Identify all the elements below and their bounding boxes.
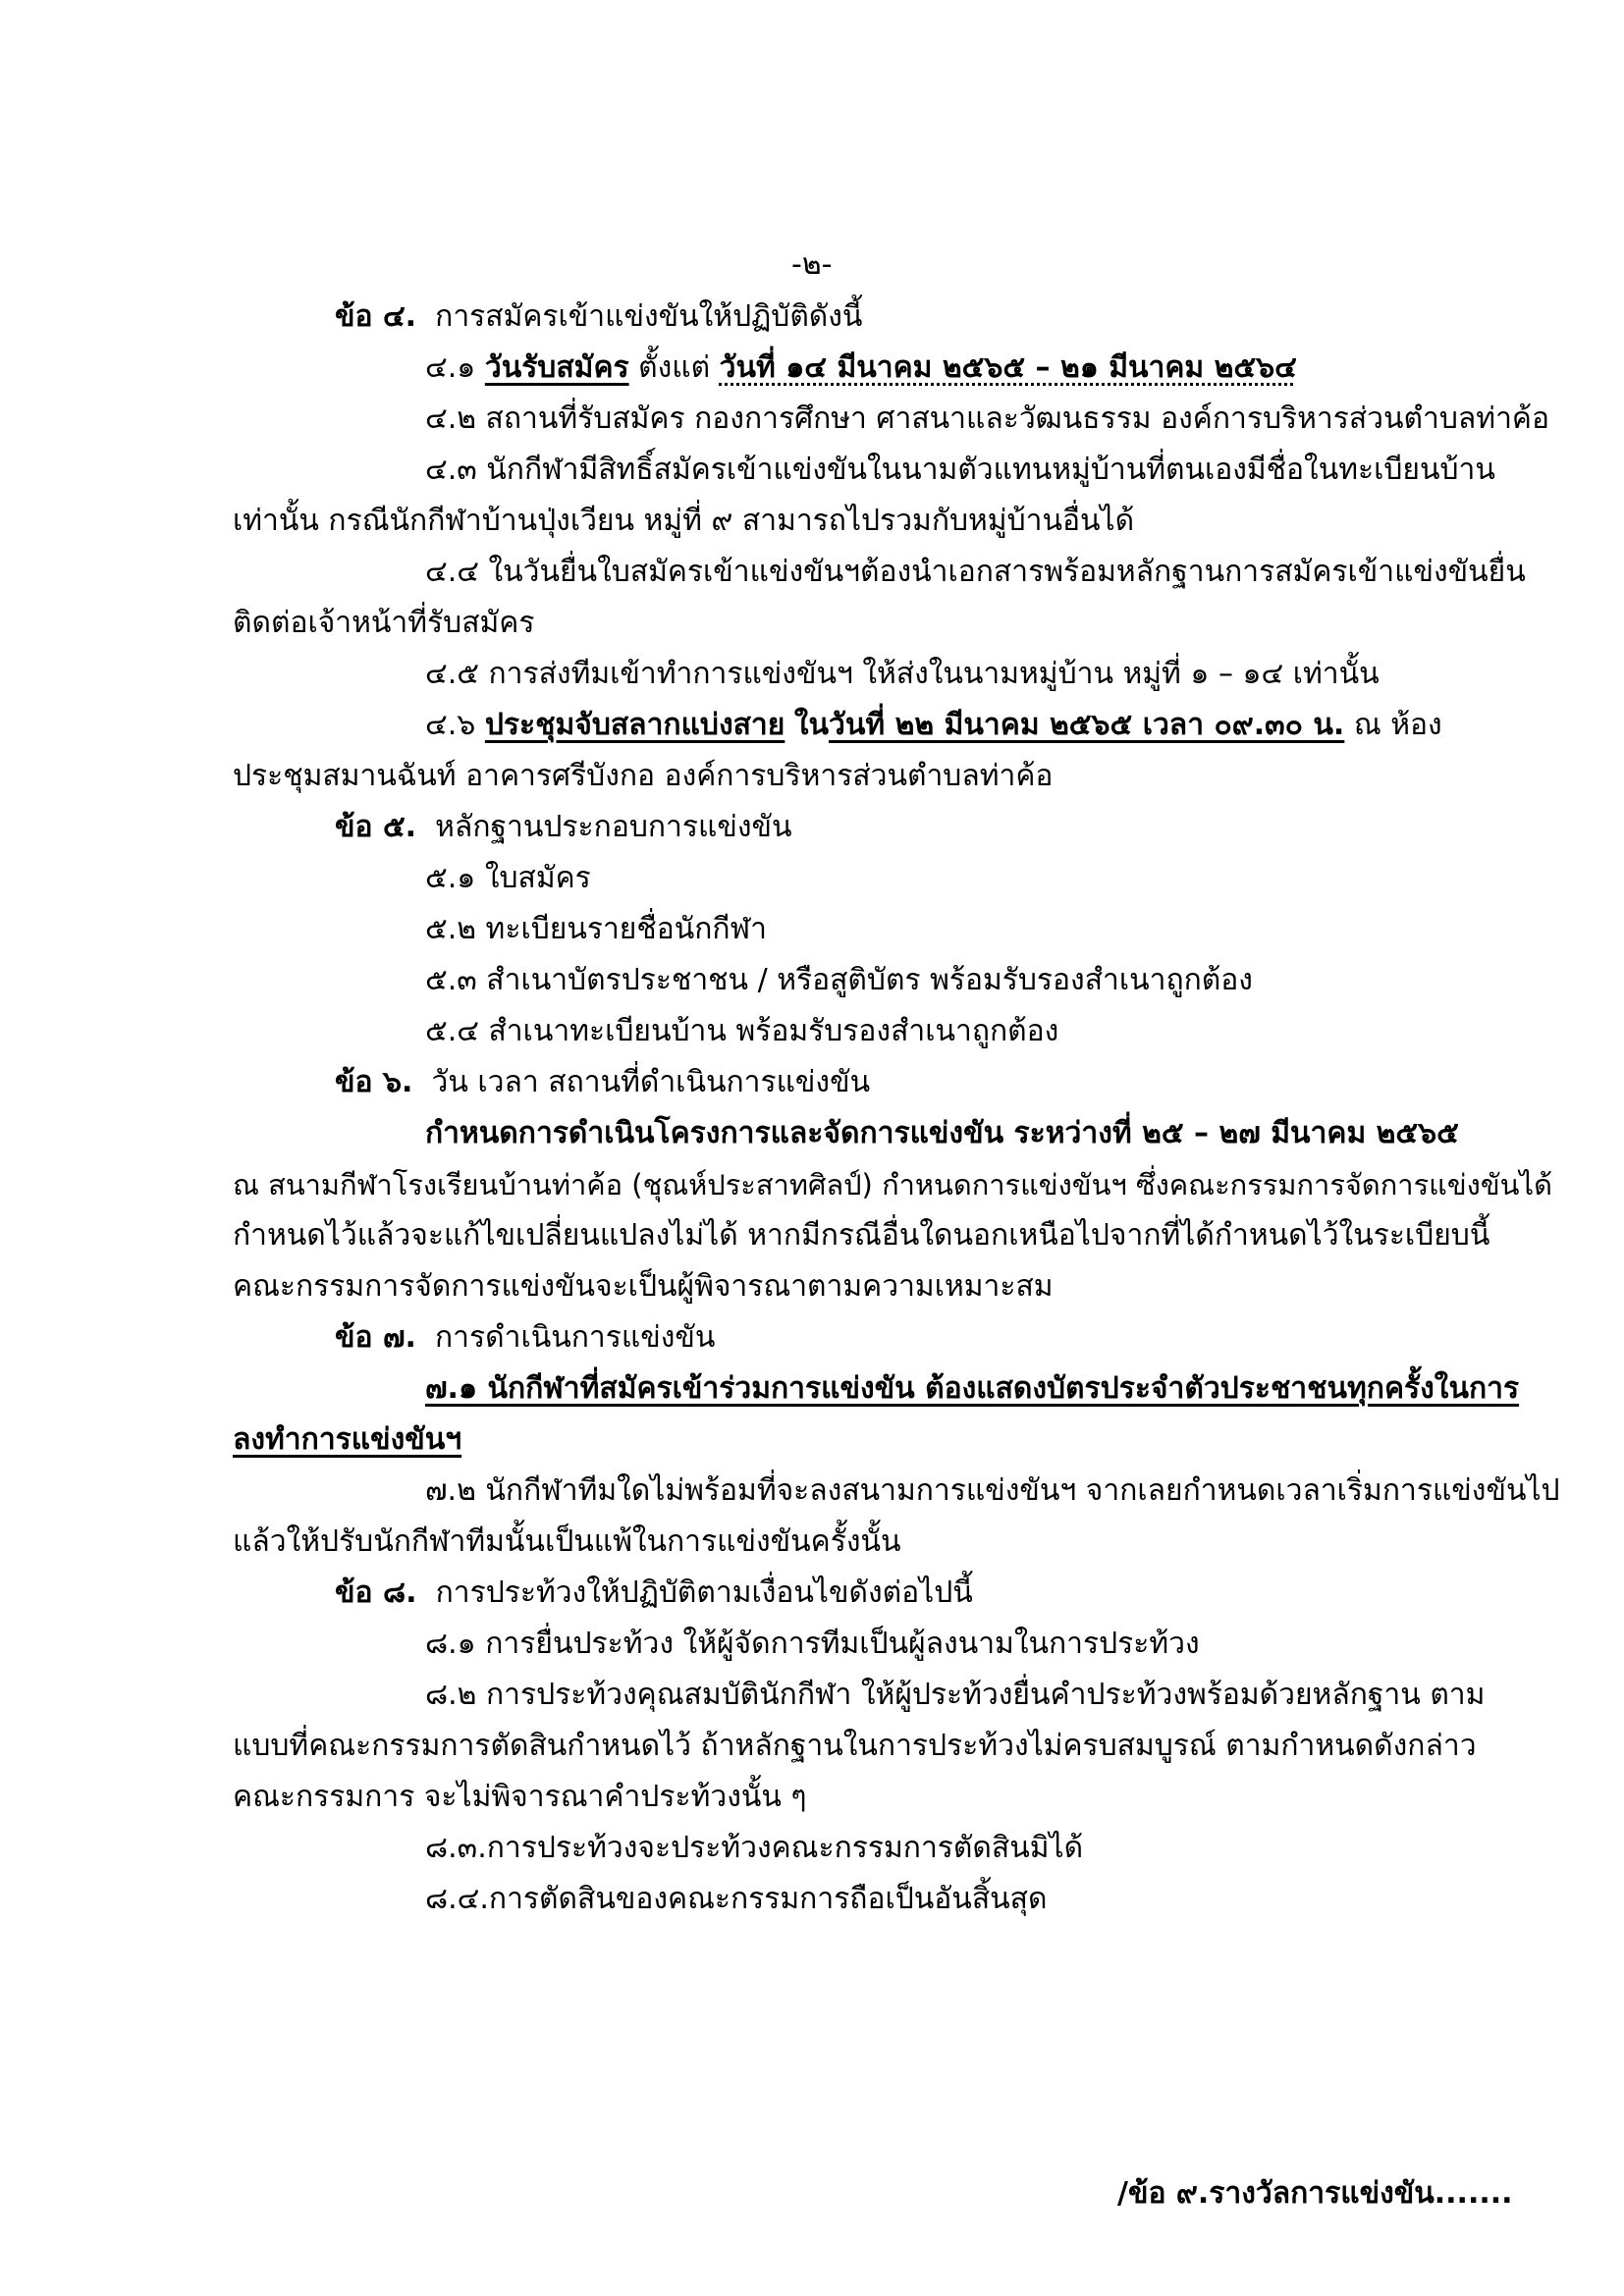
clause-7-heading xyxy=(335,1318,715,1358)
clause-5-heading xyxy=(335,808,792,847)
clause-7-title: การดำเนินการแข่งขัน xyxy=(435,1320,716,1355)
clause-4-heading xyxy=(335,297,862,337)
item-4-6-num: ๔.๖ xyxy=(425,708,476,742)
item-5-1: ๕.๑ ใบสมัคร xyxy=(425,861,591,895)
clause-6-para-line3: คณะกรรมการจัดการแข่งขันจะเป็นผู้พิจารณาตามความเหมาะสม xyxy=(233,1269,1054,1304)
item-7-1-line1: ๗.๑ นักกีฬาที่สมัครเข้าร่วมการแข่งขัน ต้องแสดงบัตรประจำตัวประชาชนทุกครั้งในการ xyxy=(425,1371,1520,1406)
clause-6-title: วัน เวลา สถานที่ดำเนินการแข่งขัน xyxy=(431,1065,871,1099)
clause-8-label: ข้อ ๘. xyxy=(335,1575,417,1610)
clause-5-label: ข้อ ๕. xyxy=(335,810,417,844)
item-7-1-line2: ลงทำการแข่งขันฯ xyxy=(233,1422,462,1457)
item-4-6-line2: ประชุมสมานฉันท์ อาคารศรีบังกอ องค์การบริหารส่วนตำบลท่าค้อ xyxy=(233,759,1054,793)
clause-7-label: ข้อ ๗. xyxy=(335,1320,416,1355)
item-8-2-line1: ๘.๒ การประท้วงคุณสมบัตินักกีฬา ให้ผู้ประท้วงยื่นคำประท้วงพร้อมด้วยหลักฐาน ตาม xyxy=(425,1678,1486,1712)
page-number: -๒- xyxy=(791,247,833,282)
item-5-3: ๕.๓ สำเนาบัตรประชาชน / หรือสูติบัตร พร้อมรับรองสำเนาถูกต้อง xyxy=(425,963,1253,997)
clause-6-heading xyxy=(335,1063,870,1102)
item-5-4: ๕.๔ สำเนาทะเบียนบ้าน พร้อมรับรองสำเนาถูกต้อง xyxy=(425,1014,1059,1048)
item-4-2: ๔.๒ สถานที่รับสมัคร กองการศึกษา ศาสนาและวัฒนธรรม องค์การบริหารส่วนตำบลท่าค้อ xyxy=(425,401,1549,436)
item-4-1-dates: วันที่ ๑๔ มีนาคม ๒๕๖๕ – ๒๑ มีนาคม ๒๕๖๔ xyxy=(719,350,1297,385)
item-7-2-line2: แล้วให้ปรับนักกีฬาทีมนั้นเป็นแพ้ในการแข่งขันครั้งนั้น xyxy=(233,1524,901,1559)
item-5-2: ๕.๒ ทะเบียนรายชื่อนักกีฬา xyxy=(425,912,767,946)
item-4-5: ๔.๕ การส่งทีมเข้าทำการแข่งขันฯ ให้ส่งในนามหมู่บ้าน หมู่ที่ ๑ – ๑๔ เท่านั้น xyxy=(425,657,1380,691)
item-8-4: ๘.๔.การตัดสินของคณะกรรมการถือเป็นอันสิ้นสุด xyxy=(425,1882,1048,1916)
item-4-6-line1 xyxy=(425,706,1442,745)
item-4-6-heading: ประชุมจับสลากแบ่งสาย xyxy=(484,708,785,742)
clause-8-title: การประท้วงให้ปฏิบัติตามเงื่อนไขดังต่อไปนี้ xyxy=(435,1575,973,1610)
clause-6-label: ข้อ ๖. xyxy=(335,1065,413,1099)
item-4-1-heading: วันรับสมัคร xyxy=(484,350,629,385)
item-8-3: ๘.๓.การประท้วงจะประท้วงคณะกรรมการตัดสินมิได้ xyxy=(425,1831,1084,1865)
item-4-3-line2: เท่านั้น กรณีนักกีฬาบ้านปุ่งเวียน หมู่ที่ ๙ สามารถไปรวมกับหมู่บ้านอื่นได้ xyxy=(233,504,1135,538)
item-4-6-tail: ณ ห้อง xyxy=(1353,708,1442,742)
footer-continuation: /ข้อ ๙.รางวัลการแข่งขัน....... xyxy=(1117,2176,1513,2211)
clause-6-para-line2: กำหนดไว้แล้วจะแก้ไขเปลี่ยนแปลงไม่ได้ หากมีกรณีอื่นใดนอกเหนือไปจากที่ได้กำหนดไว้ในระเบียบนี้ xyxy=(233,1218,1490,1253)
item-8-2-line2: แบบที่คณะกรรมการตัดสินกำหนดไว้ ถ้าหลักฐานในการประท้วงไม่ครบสมบูรณ์ ตามกำหนดดังกล่าว xyxy=(233,1729,1477,1763)
clause-6-para-line1: ณ สนามกีฬาโรงเรียนบ้านท่าค้อ (ชุณห์ประสาทศิลป์) กำหนดการแข่งขันฯ ซึ่งคณะกรรมการจัดการแข่งขันได้ xyxy=(233,1168,1552,1201)
item-4-3-line1: ๔.๓ นักกีฬามีสิทธิ์สมัครเข้าแข่งขันในนามตัวแทนหมู่บ้านที่ตนเองมีชื่อในทะเบียนบ้าน xyxy=(425,453,1495,487)
clause-5-title: หลักฐานประกอบการแข่งขัน xyxy=(435,810,792,844)
item-8-2-line3: คณะกรรมการ จะไม่พิจารณาคำประท้วงนั้น ๆ xyxy=(233,1780,807,1814)
item-7-2-line1: ๗.๒ นักกีฬาทีมใดไม่พร้อมที่จะลงสนามการแข่งขันฯ จากเลยกำหนดเวลาเริ่มการแข่งขันไป xyxy=(425,1473,1560,1508)
item-4-4-line2: ติดต่อเจ้าหน้าที่รับสมัคร xyxy=(233,606,535,640)
clause-4-label: ข้อ ๔. xyxy=(335,299,417,334)
item-4-1-mid: ตั้งแต่ xyxy=(638,350,711,385)
clause-4-title: การสมัครเข้าแข่งขันให้ปฏิบัติดังนี้ xyxy=(435,299,863,334)
item-8-1: ๘.๑ การยื่นประท้วง ให้ผู้จัดการทีมเป็นผู้ลงนามในการประท้วง xyxy=(425,1627,1200,1661)
item-4-1 xyxy=(425,348,1297,388)
item-4-6-datetime: วันที่ ๒๒ มีนาคม ๒๕๖๕ เวลา ๐๙.๓๐ น. xyxy=(829,708,1345,742)
item-4-4-line1: ๔.๔ ในวันยื่นใบสมัครเข้าแข่งขันฯต้องนำเอกสารพร้อมหลักฐานการสมัครเข้าแข่งขันยื่น xyxy=(425,555,1526,589)
clause-8-heading xyxy=(335,1574,973,1613)
item-4-1-num: ๔.๑ xyxy=(425,350,476,385)
item-4-6-in: ใน xyxy=(793,708,830,742)
clause-6-bold-line: กำหนดการดำเนินโครงการและจัดการแข่งขัน ระหว่างที่ ๒๕ – ๒๗ มีนาคม ๒๕๖๕ xyxy=(425,1116,1459,1150)
